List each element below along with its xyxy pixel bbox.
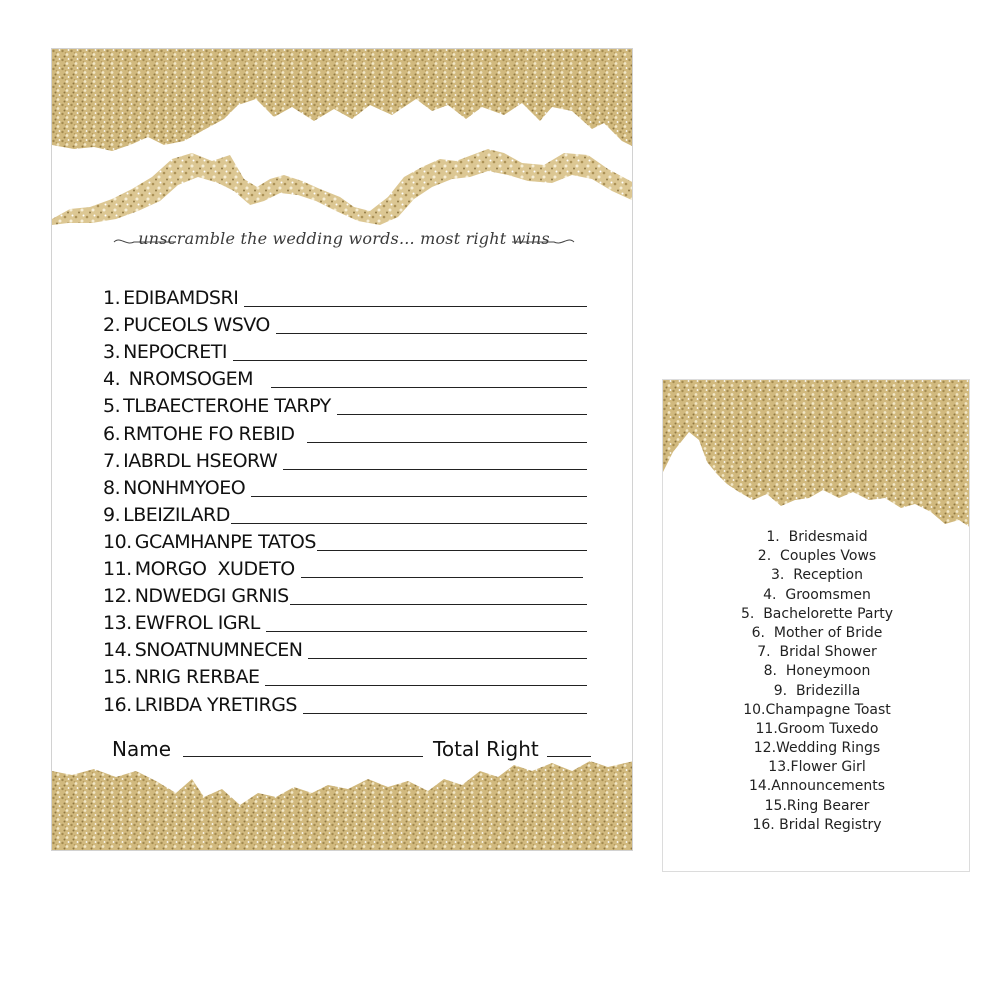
- word-number: 3.: [103, 341, 121, 364]
- scrambled-word: NONHMYOEO: [123, 476, 246, 499]
- answer-line[interactable]: [317, 550, 587, 551]
- answer-item: 12.Wedding Rings: [753, 740, 881, 757]
- word-row-8: [103, 473, 587, 500]
- scrambled-word: EWFROL IGRL: [134, 612, 260, 635]
- scrambled-word: SNOATNUMNECEN: [134, 639, 303, 662]
- word-number: 5.: [103, 395, 121, 418]
- scrambled-word: NEPOCRETI: [123, 341, 227, 364]
- instruction-text: unscramble the wedding words... most right wins: [138, 229, 550, 248]
- word-number: 16.: [103, 693, 132, 716]
- word-number: 7.: [103, 449, 121, 472]
- word-row-10: [103, 527, 587, 554]
- name-line[interactable]: [183, 756, 423, 757]
- word-number: 14.: [103, 639, 132, 662]
- answer-line[interactable]: [290, 604, 587, 605]
- word-number: 6.: [103, 422, 121, 445]
- answer-line[interactable]: [307, 442, 587, 443]
- word-number: 12.: [103, 585, 132, 608]
- answer-line[interactable]: [265, 685, 587, 686]
- answer-key-list: [663, 528, 970, 835]
- answer-item: 6. Mother of Bride: [751, 624, 883, 641]
- answer-line[interactable]: [251, 496, 587, 497]
- answer-line[interactable]: [303, 713, 587, 714]
- answer-item: 5. Bachelorette Party: [740, 605, 894, 622]
- scrambled-word: LBEIZILARD: [123, 503, 230, 526]
- scrambled-word: EDIBAMDSRI: [123, 287, 239, 310]
- answer-line[interactable]: [266, 631, 587, 632]
- word-number: 1.: [103, 287, 121, 310]
- word-row-4: [103, 364, 587, 391]
- scrambled-word: NDWEDGI GRNIS: [134, 585, 289, 608]
- scrambled-word-list: [103, 283, 587, 717]
- answer-item: 7. Bridal Shower: [757, 644, 877, 661]
- word-row-2: [103, 310, 587, 337]
- answer-item: 4. Groomsmen: [763, 586, 871, 603]
- word-number: 2.: [103, 314, 121, 337]
- answer-key-card: [662, 379, 970, 872]
- scrambled-word: RMTOHE FO REBID: [123, 422, 295, 445]
- scrambled-word: PUCEOLS WSVO: [123, 314, 270, 337]
- word-row-12: [103, 581, 587, 608]
- answer-line[interactable]: [233, 360, 587, 361]
- word-row-13: [103, 608, 587, 635]
- answer-line[interactable]: [283, 469, 587, 470]
- word-number: 13.: [103, 612, 132, 635]
- answer-item: 1. Bridesmaid: [766, 529, 868, 545]
- word-row-3: [103, 337, 587, 364]
- word-row-1: [103, 283, 587, 310]
- answer-item: 3. Reception: [771, 567, 863, 584]
- answer-line[interactable]: [337, 414, 587, 415]
- name-label: Name: [112, 737, 172, 761]
- word-row-9: [103, 500, 587, 527]
- word-row-7: [103, 446, 587, 473]
- name-total-row: [112, 737, 592, 761]
- scrambled-word: IABRDL HSEORW: [123, 449, 278, 472]
- answer-item: 8. Honeymoon: [763, 663, 871, 680]
- answer-item: 15.Ring Bearer: [764, 797, 870, 814]
- game-card: [51, 48, 633, 851]
- scrambled-word: TLBAECTEROHE TARPY: [123, 395, 331, 418]
- instruction-row: [112, 225, 576, 257]
- scrambled-word: NROMSOGEM: [123, 368, 254, 391]
- answer-item: 11.Groom Tuxedo: [755, 720, 879, 737]
- total-right-line[interactable]: [547, 756, 591, 757]
- word-row-16: [103, 689, 587, 716]
- answer-line[interactable]: [276, 333, 587, 334]
- scrambled-word: GCAMHANPE TATOS: [134, 530, 316, 553]
- word-row-14: [103, 635, 587, 662]
- word-row-6: [103, 418, 587, 445]
- answer-item: 13.Flower Girl: [768, 759, 866, 776]
- word-number: 9.: [103, 503, 121, 526]
- word-number: 15.: [103, 666, 132, 689]
- answer-item: 10.Champagne Toast: [743, 701, 891, 718]
- word-number: 11.: [103, 558, 132, 581]
- total-right-label: Total Right: [433, 737, 539, 761]
- word-row-5: [103, 391, 587, 418]
- answer-line[interactable]: [271, 387, 587, 388]
- answer-line[interactable]: [231, 523, 587, 524]
- answer-item: 9. Bridezilla: [773, 682, 861, 699]
- scrambled-word: MORGO XUDETO: [134, 558, 295, 581]
- answer-line[interactable]: [308, 658, 587, 659]
- word-number: 10.: [103, 530, 132, 553]
- word-number: 4.: [103, 368, 121, 391]
- answer-item: 2. Couples Vows: [757, 548, 877, 565]
- right-flourish-icon: [512, 234, 576, 248]
- word-row-11: [103, 554, 587, 581]
- scrambled-word: NRIG RERBAE: [134, 666, 260, 689]
- answer-line[interactable]: [244, 306, 587, 307]
- answer-line[interactable]: [301, 577, 583, 578]
- scrambled-word: LRIBDA YRETIRGS: [134, 693, 297, 716]
- word-number: 8.: [103, 476, 121, 499]
- answer-item: 16. Bridal Registry: [752, 816, 882, 833]
- answer-item: 14.Announcements: [748, 778, 886, 795]
- word-row-15: [103, 662, 587, 689]
